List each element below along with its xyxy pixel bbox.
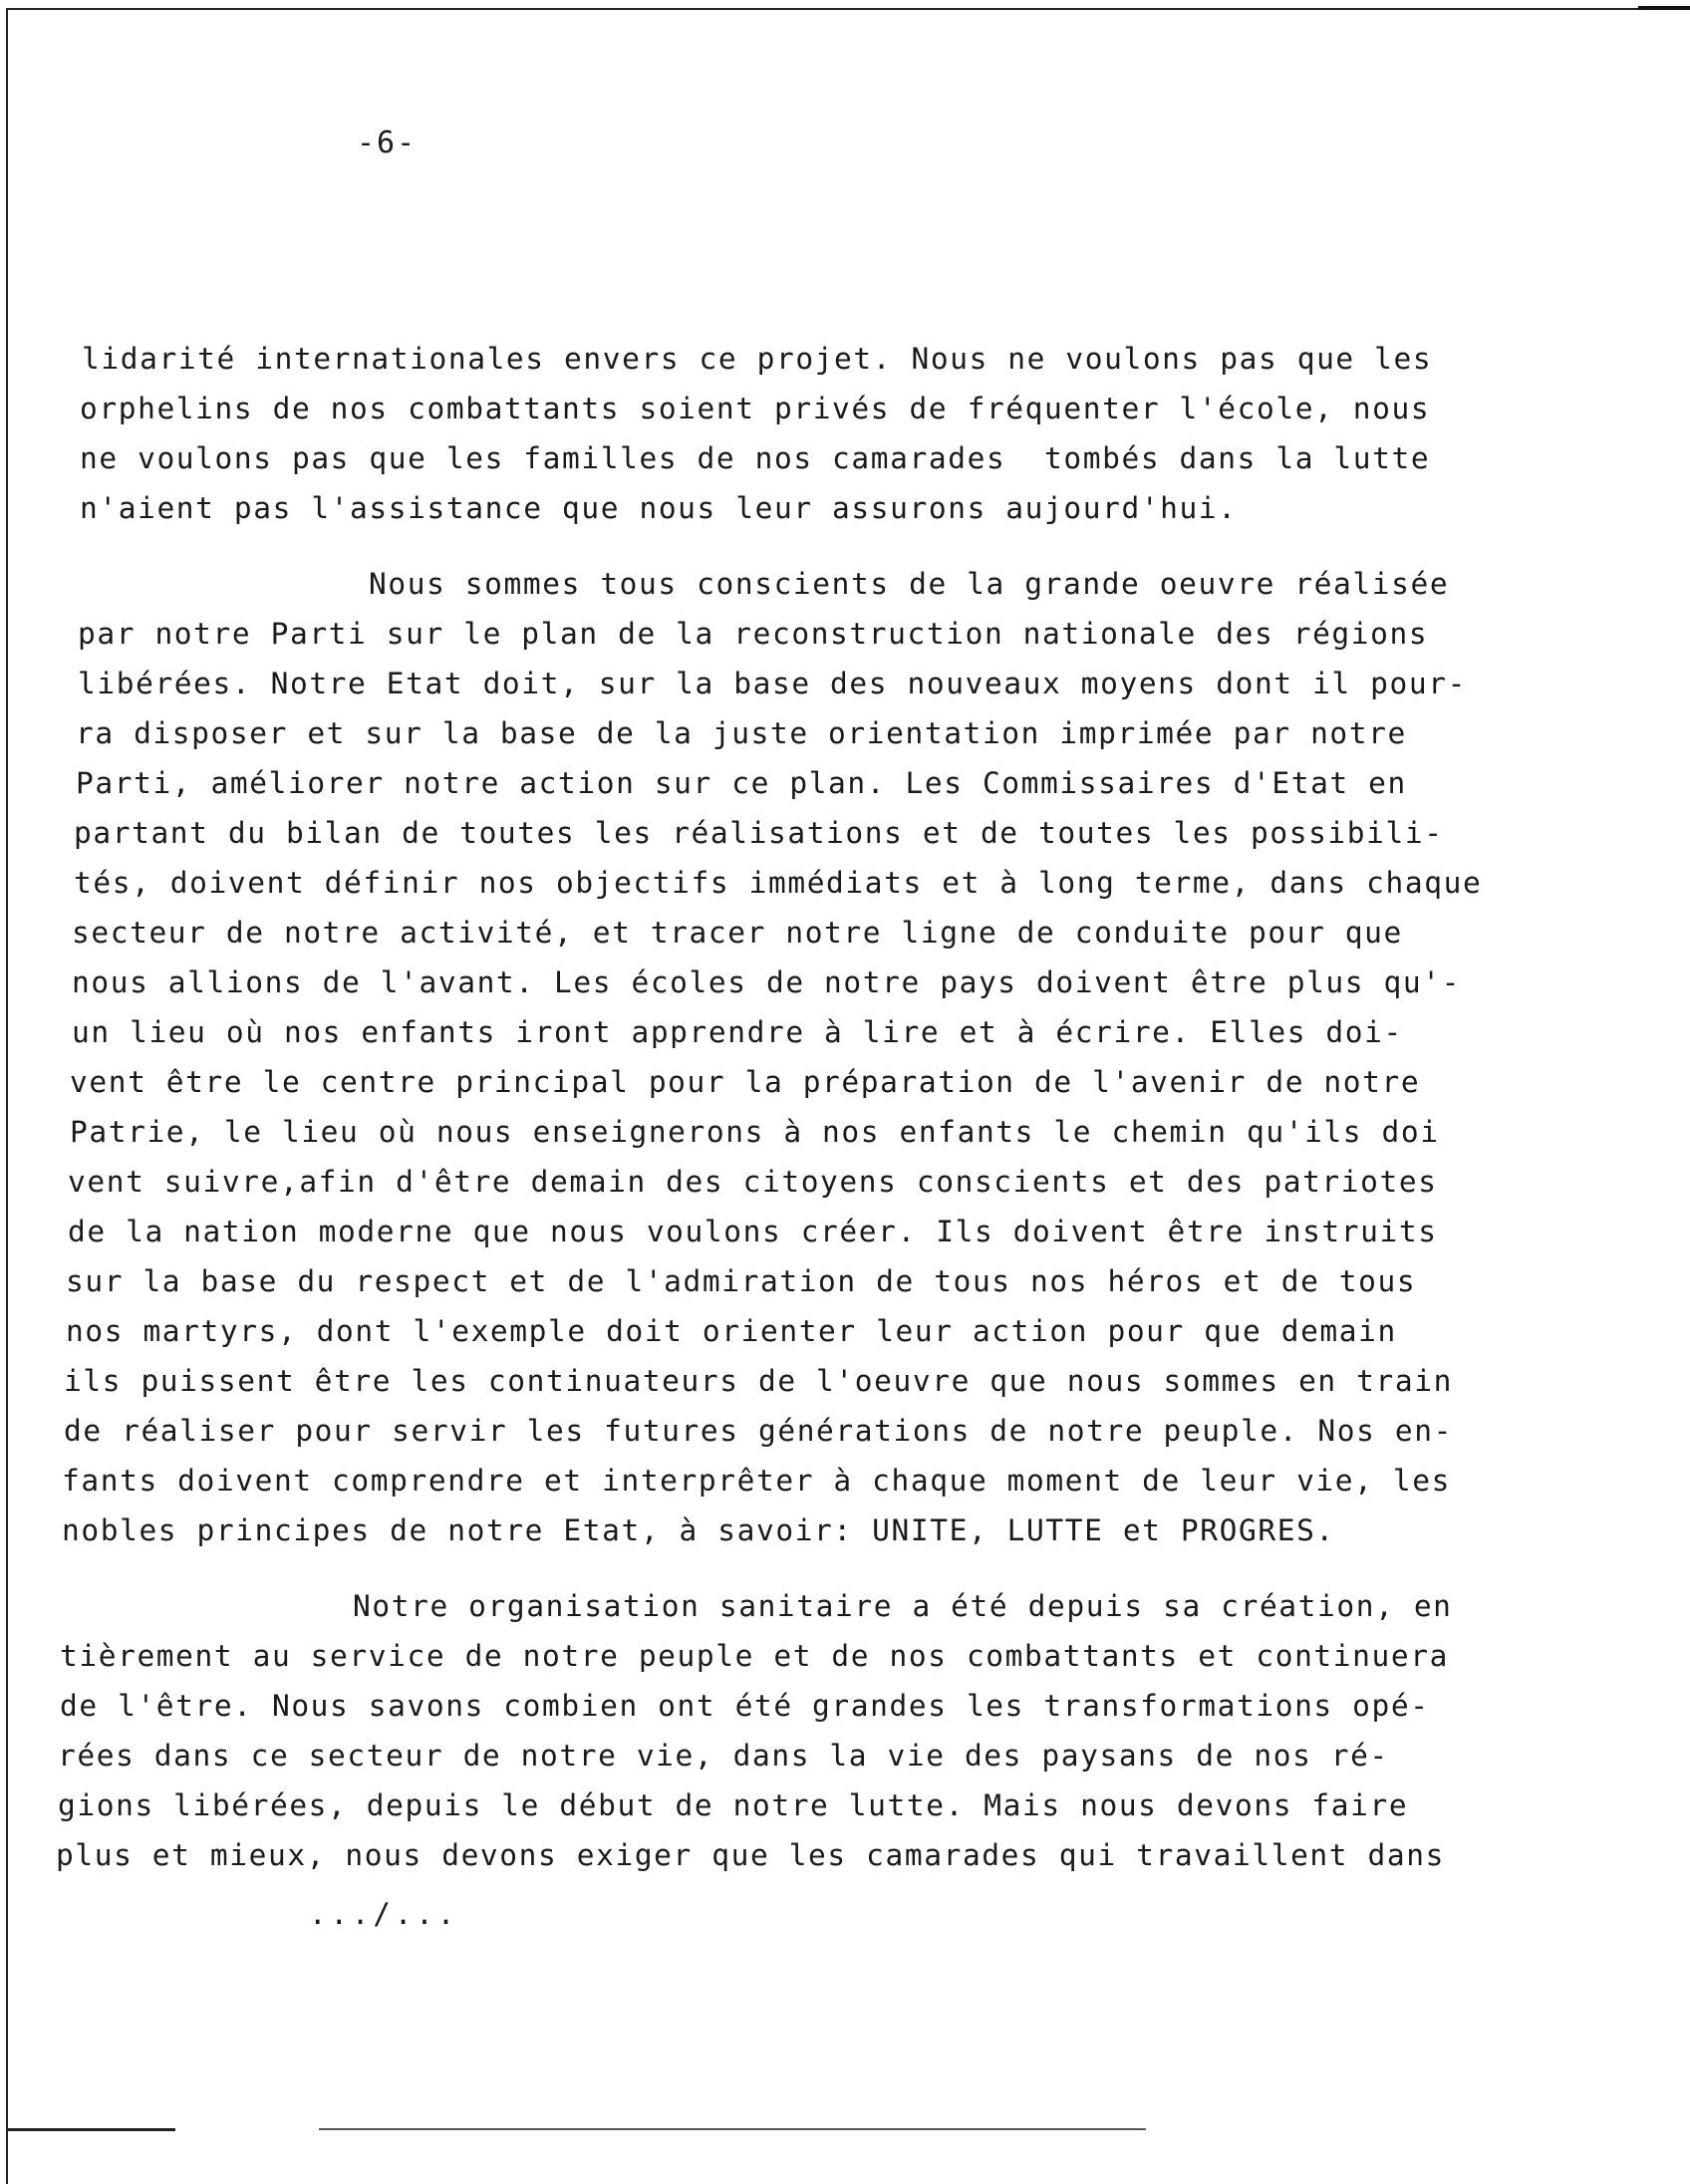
page-border-top-right — [1638, 6, 1690, 10]
paragraph-2-line: Nous sommes tous conscients de la grande oeuvre réalisée — [369, 567, 1450, 601]
paragraph-1-line: ne voulons pas que les familles de nos camarades tombés dans la lutte — [80, 441, 1431, 475]
paragraph-1-line: lidarité internationales envers ce projet. Nous ne voulons pas que les — [82, 342, 1433, 376]
paragraph-2-line: libérées. Notre Etat doit, sur la base des nouveaux moyens dont il pour- — [78, 667, 1467, 700]
paragraph-2-line: de réaliser pour servir les futures générations de notre peuple. Nos en- — [64, 1414, 1453, 1448]
paragraph-2-line: vent être le centre principal pour la préparation de l'avenir de notre — [70, 1065, 1421, 1099]
page-border-top — [6, 8, 1690, 10]
paragraph-2-line: de la nation moderne que nous voulons créer. Ils doivent être instruits — [68, 1215, 1438, 1248]
paragraph-2-line: nos martyrs, dont l'exemple doit orienter leur action pour que demain — [66, 1314, 1397, 1348]
paragraph-2-line: partant du bilan de toutes les réalisations et de toutes les possibili- — [74, 816, 1444, 850]
paragraph-1-line: orphelins de nos combattants soient privés de fréquenter l'école, nous — [80, 392, 1431, 425]
paragraph-3-line: rées dans ce secteur de notre vie, dans la vie des paysans de nos ré- — [58, 1739, 1389, 1773]
paragraph-3-line: Notre organisation sanitaire a été depuis sa création, en — [353, 1589, 1453, 1623]
paragraph-1-line: n'aient pas l'assistance que nous leur assurons aujourd'hui. — [80, 491, 1238, 525]
paragraph-3-line: plus et mieux, nous devons exiger que les camarades qui travaillent dans — [56, 1838, 1445, 1872]
paragraph-3-line: gions libérées, depuis le début de notre lutte. Mais nous devons faire — [58, 1788, 1409, 1822]
paragraph-2-line: par notre Parti sur le plan de la reconstruction nationale des régions — [78, 617, 1429, 651]
paragraph-2-line: sur la base du respect et de l'admiration de tous nos héros et de tous — [66, 1264, 1417, 1298]
page-border-bottom-left — [6, 2128, 175, 2131]
paragraph-2-line: secteur de notre activité, et tracer notre ligne de conduite pour que — [72, 916, 1403, 950]
paragraph-2-line: vent suivre,afin d'être demain des citoyens conscients et des patriotes — [68, 1165, 1438, 1199]
page-border-bottom-mid — [319, 2128, 1146, 2130]
paragraph-2-line: tés, doivent définir nos objectifs immédiats et à long terme, dans chaque — [74, 866, 1483, 900]
continuation-marker: .../... — [309, 1897, 459, 1931]
paragraph-2-line: nobles principes de notre Etat, à savoir: UNITE, LUTTE et PROGRES. — [62, 1513, 1335, 1547]
paragraph-2-line: nous allions de l'avant. Les écoles de notre pays doivent être plus qu'- — [72, 965, 1461, 999]
paragraph-2-line: fants doivent comprendre et interprêter à chaque moment de leur vie, les — [62, 1464, 1451, 1498]
paragraph-3-line: tièrement au service de notre peuple et de nos combattants et continuera — [60, 1639, 1449, 1673]
paragraph-2-line: ra disposer et sur la base de la juste orientation imprimée par notre — [76, 716, 1407, 750]
paragraph-2-line: ils puissent être les continuateurs de l'oeuvre que nous sommes en train — [64, 1364, 1453, 1398]
page-border-left — [6, 8, 8, 2184]
page-number: -6- — [357, 126, 418, 160]
paragraph-3-line: de l'être. Nous savons combien ont été grandes les transformations opé- — [60, 1689, 1430, 1723]
paragraph-2-line: un lieu où nos enfants iront apprendre à lire et à écrire. Elles doi- — [72, 1015, 1403, 1049]
paragraph-2-line: Parti, améliorer notre action sur ce plan. Les Commissaires d'Etat en — [76, 766, 1407, 800]
paragraph-2-line: Patrie, le lieu où nous enseignerons à nos enfants le chemin qu'ils doi — [70, 1115, 1440, 1149]
